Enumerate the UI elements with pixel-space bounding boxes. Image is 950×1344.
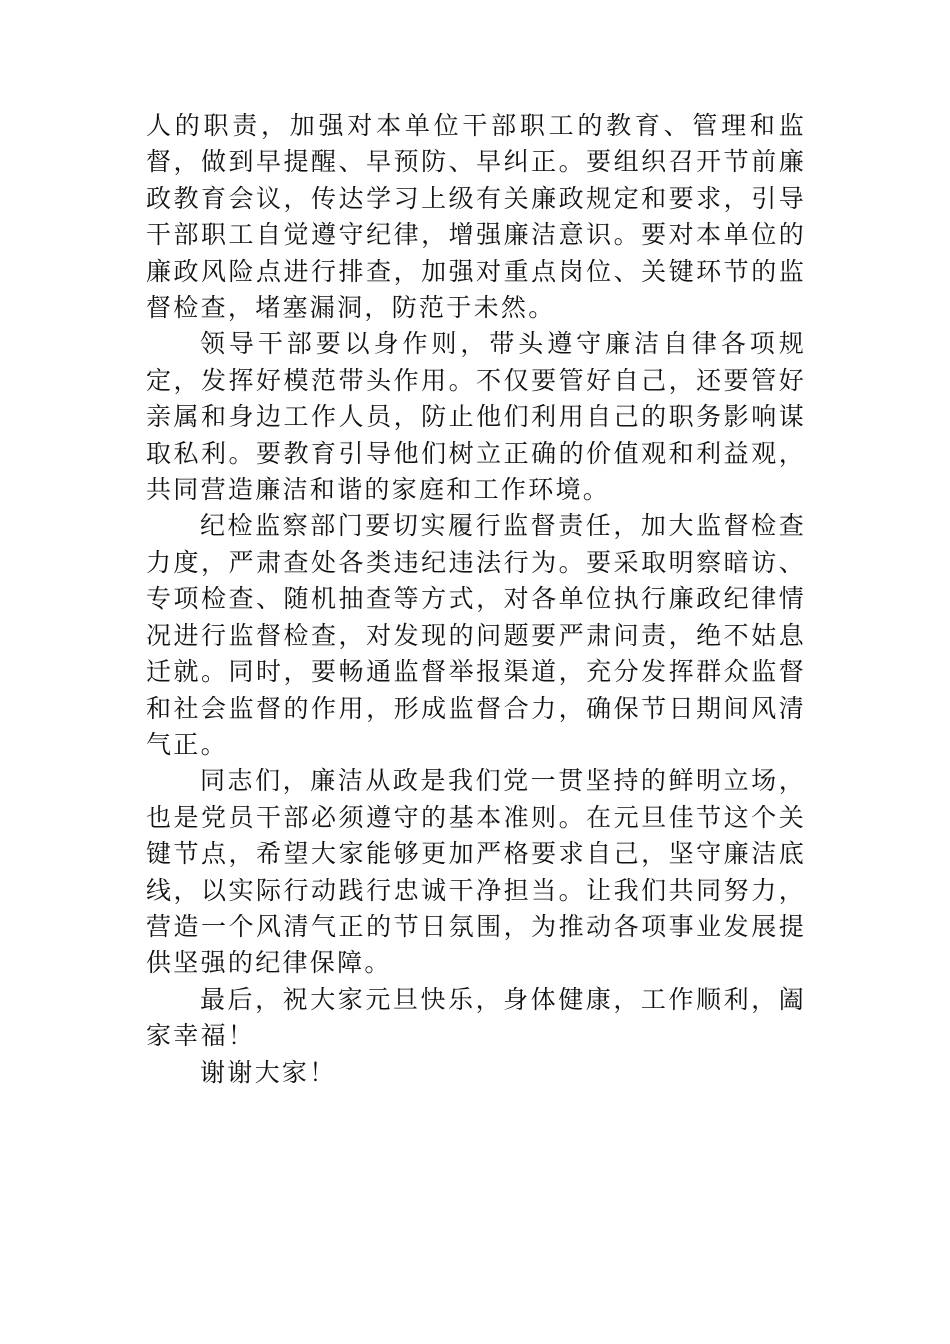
paragraph-2: 领导干部要以身作则，带头遵守廉洁自律各项规定，发挥好模范带头作用。不仅要管好自己，还要管好亲属和身边工作人员，防止他们利用自己的职务影响谋取私利。要教育引导他们树立正确的价值观和利益观，共同营造廉洁和谐的家庭和工作环境。 xyxy=(146,329,806,505)
paragraph-5: 最后，祝大家元旦快乐，身体健康，工作顺利，阖家幸福！ xyxy=(146,984,806,1051)
paragraph-6: 谢谢大家！ xyxy=(200,1057,337,1087)
paragraph-1: 人的职责，加强对本单位干部职工的教育、管理和监督，做到早提醒、早预防、早纠正。要组织召开节前廉政教育会议，传达学习上级有关廉政规定和要求，引导干部职工自觉遵守纪律，增强廉洁意识。要对本单位的廉政风险点进行排查，加强对重点岗位、关键环节的监督检查，堵塞漏洞，防范于未然。 xyxy=(146,111,806,323)
paragraph-3: 纪检监察部门要切实履行监督责任，加大监督检查力度，严肃查处各类违纪违法行为。要采取明察暗访、专项检查、随机抽查等方式，对各单位执行廉政纪律情况进行监督检查，对发现的问题要严肃问责，绝不姑息迁就。同时，要畅通监督举报渠道，充分发挥群众监督和社会监督的作用，形成监督合力，确保节日期间风清气正。 xyxy=(146,511,806,759)
document-body xyxy=(146,108,806,1091)
paragraph-4: 同志们，廉洁从政是我们党一贯坚持的鲜明立场，也是党员干部必须遵守的基本准则。在元旦佳节这个关键节点，希望大家能够更加严格要求自己，坚守廉洁底线，以实际行动践行忠诚干净担当。让我们共同努力，营造一个风清气正的节日氛围，为推动各项事业发展提供坚强的纪律保障。 xyxy=(146,766,806,978)
